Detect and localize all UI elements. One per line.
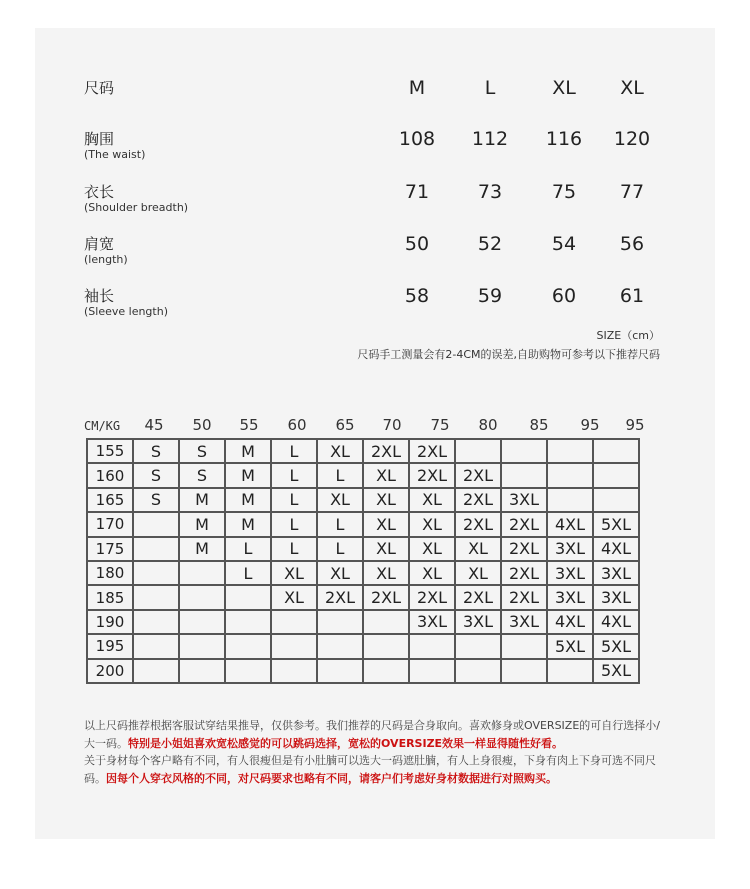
size-cell: 3XL	[547, 537, 593, 561]
table-row	[87, 634, 639, 658]
size-cell: L	[317, 537, 363, 561]
table-row	[87, 585, 639, 609]
size-cell: 2XL	[409, 439, 455, 463]
size-cell	[363, 659, 409, 683]
size-cell: S	[179, 463, 225, 487]
size-cell: 5XL	[593, 512, 639, 536]
size-cell: 3XL	[455, 610, 501, 634]
size-xl-header: XL	[552, 77, 576, 99]
size-cell: 2XL	[317, 585, 363, 609]
spec-label: 肩宽	[84, 235, 115, 253]
size-cell: S	[133, 463, 179, 487]
size-cell: XL	[363, 561, 409, 585]
note-text: 关于身材每个客户略有不同，有人很瘦但是有小肚腩可以选大一码遮肚腩，有人上身很瘦，下身有肉上下身可选不同尺码。	[84, 754, 656, 785]
height-cell: 185	[87, 585, 133, 609]
spec-value: 71	[404, 181, 430, 203]
weight-header: 95	[625, 416, 645, 434]
size-cell: XL	[409, 488, 455, 512]
table-row	[87, 488, 639, 512]
size-cell: M	[179, 537, 225, 561]
size-cell: 2XL	[501, 561, 547, 585]
size-cell	[547, 463, 593, 487]
size-cell	[271, 659, 317, 683]
size-cell	[455, 634, 501, 658]
height-cell: 170	[87, 512, 133, 536]
spec-header-label: 尺码	[84, 79, 115, 97]
size-cell: 3XL	[593, 561, 639, 585]
height-cell: 190	[87, 610, 133, 634]
unit-note: SIZE（cm）	[596, 329, 660, 342]
size-cell	[179, 659, 225, 683]
spec-value: 59	[477, 285, 503, 307]
size-cell	[501, 659, 547, 683]
size-cell	[547, 439, 593, 463]
measurement-disclaimer: 尺码手工测量会有2-4CM的误差,自助购物可参考以下推荐尺码	[357, 348, 660, 361]
size-cell	[593, 439, 639, 463]
spec-label: 衣长	[84, 183, 115, 201]
size-cell: XL	[409, 561, 455, 585]
size-cell: 2XL	[501, 585, 547, 609]
size-cell: 2XL	[409, 585, 455, 609]
size-cell: XL	[271, 585, 317, 609]
spec-sublabel: (length)	[84, 253, 128, 266]
note-highlight: 因每个人穿衣风格的不同，对尺码要求也略有不同，请客户们考虑好身材数据进行对照购买。	[106, 771, 557, 785]
table-row	[87, 610, 639, 634]
weight-header: 70	[382, 416, 402, 434]
spec-sublabel: (Shoulder breadth)	[84, 201, 189, 214]
size-cell: XL	[363, 463, 409, 487]
size-cell: M	[179, 488, 225, 512]
size-cell: L	[271, 488, 317, 512]
size-cell: XL	[271, 561, 317, 585]
spec-value: 50	[404, 233, 430, 255]
size-cell: 2XL	[455, 488, 501, 512]
size-cell	[225, 585, 271, 609]
size-cell	[133, 585, 179, 609]
size-cell	[317, 634, 363, 658]
weight-header-row	[84, 416, 660, 438]
size-cell: S	[133, 439, 179, 463]
size-cell: 3XL	[501, 610, 547, 634]
size-cell	[133, 610, 179, 634]
height-cell: 155	[87, 439, 133, 463]
size-cell: M	[225, 512, 271, 536]
weight-header: 60	[287, 416, 307, 434]
size-cell	[133, 537, 179, 561]
size-cell: L	[317, 463, 363, 487]
spec-value: 60	[551, 285, 577, 307]
size-cell: L	[225, 561, 271, 585]
size-cell: S	[179, 439, 225, 463]
size-cell: 2XL	[363, 585, 409, 609]
table-row	[87, 439, 639, 463]
size-cell	[225, 659, 271, 683]
size-cell: 4XL	[593, 537, 639, 561]
size-cell	[179, 561, 225, 585]
weight-header: 85	[529, 416, 549, 434]
size-cell: 2XL	[409, 463, 455, 487]
spec-value: 56	[619, 233, 645, 255]
size-cell	[271, 634, 317, 658]
size-m-header: M	[408, 77, 426, 99]
size-cell: M	[225, 488, 271, 512]
size-cell	[363, 610, 409, 634]
size-cell: L	[271, 439, 317, 463]
size-cell	[133, 561, 179, 585]
size-cell: 3XL	[409, 610, 455, 634]
size-cell	[409, 659, 455, 683]
table-row	[87, 512, 639, 536]
note-highlight: 特别是小姐姐喜欢宽松感觉的可以跳码选择，宽松的OVERSIZE效果一样显得随性好看。	[128, 736, 564, 750]
size-cell: 2XL	[501, 537, 547, 561]
size-cell: M	[225, 439, 271, 463]
size-cell	[317, 659, 363, 683]
size-xl2-header: XL	[620, 77, 644, 99]
weight-header: 65	[335, 416, 355, 434]
spec-sublabel: (The waist)	[84, 148, 146, 161]
weight-header: 45	[144, 416, 164, 434]
table-row	[87, 463, 639, 487]
size-cell: 2XL	[363, 439, 409, 463]
spec-value: 112	[471, 128, 509, 150]
size-cell	[455, 439, 501, 463]
height-cell: 165	[87, 488, 133, 512]
size-cell	[593, 488, 639, 512]
size-cell: S	[133, 488, 179, 512]
size-cell: XL	[409, 512, 455, 536]
size-cell	[455, 659, 501, 683]
size-cell: XL	[317, 561, 363, 585]
weight-header: 75	[430, 416, 450, 434]
spec-label: 胸围	[84, 130, 115, 148]
note-text: 以上尺码推荐根据客服试穿结果推导，仅供参考。我们推荐的尺码是合身取向。喜欢修身或OVERSIZE的可自行选择小/大一码。	[84, 719, 660, 750]
weight-header: 95	[580, 416, 600, 434]
size-cell	[133, 634, 179, 658]
size-cell	[133, 512, 179, 536]
size-cell: 5XL	[547, 634, 593, 658]
size-cell	[501, 634, 547, 658]
corner-label: CM/KG	[84, 419, 121, 433]
size-cell: XL	[317, 439, 363, 463]
size-cell: XL	[409, 537, 455, 561]
size-cell: XL	[317, 488, 363, 512]
size-cell: L	[317, 512, 363, 536]
size-cell: 3XL	[547, 585, 593, 609]
spec-sublabel: (Sleeve length)	[84, 305, 168, 318]
size-cell: L	[225, 537, 271, 561]
spec-value: 120	[613, 128, 651, 150]
size-cell: 2XL	[501, 512, 547, 536]
size-cell: 2XL	[455, 512, 501, 536]
size-recommendation-table	[86, 438, 640, 684]
size-cell: M	[179, 512, 225, 536]
size-cell: XL	[455, 561, 501, 585]
spec-value: 54	[551, 233, 577, 255]
spec-value: 61	[619, 285, 645, 307]
size-cell	[317, 610, 363, 634]
size-cell: XL	[455, 537, 501, 561]
size-cell	[501, 439, 547, 463]
height-cell: 180	[87, 561, 133, 585]
size-cell: L	[271, 512, 317, 536]
size-cell	[179, 610, 225, 634]
height-cell: 195	[87, 634, 133, 658]
size-cell	[179, 634, 225, 658]
size-cell	[593, 463, 639, 487]
spec-value: 116	[545, 128, 583, 150]
weight-header: 55	[239, 416, 259, 434]
size-cell	[363, 634, 409, 658]
size-cell: 3XL	[501, 488, 547, 512]
size-cell	[271, 610, 317, 634]
size-cell	[501, 463, 547, 487]
size-cell: XL	[363, 512, 409, 536]
size-cell: 3XL	[547, 561, 593, 585]
weight-header: 50	[192, 416, 212, 434]
size-cell: 4XL	[547, 512, 593, 536]
table-row	[87, 537, 639, 561]
size-cell: 5XL	[593, 634, 639, 658]
spec-value: 77	[619, 181, 645, 203]
size-cell	[547, 659, 593, 683]
size-cell: 5XL	[593, 659, 639, 683]
size-cell: XL	[363, 488, 409, 512]
size-cell: 4XL	[593, 610, 639, 634]
size-cell: 4XL	[547, 610, 593, 634]
size-cell: 3XL	[593, 585, 639, 609]
height-cell: 175	[87, 537, 133, 561]
table-row	[87, 659, 639, 683]
size-cell: XL	[363, 537, 409, 561]
size-cell: M	[225, 463, 271, 487]
spec-value: 75	[551, 181, 577, 203]
size-cell	[133, 659, 179, 683]
size-cell	[225, 634, 271, 658]
size-cell	[179, 585, 225, 609]
size-cell	[225, 610, 271, 634]
size-notes	[84, 717, 664, 787]
size-l-header: L	[484, 77, 496, 99]
size-cell: 2XL	[455, 463, 501, 487]
weight-header: 80	[478, 416, 498, 434]
table-row	[87, 561, 639, 585]
height-cell: 200	[87, 659, 133, 683]
size-cell	[547, 488, 593, 512]
spec-value: 52	[477, 233, 503, 255]
size-cell: 2XL	[455, 585, 501, 609]
spec-value: 58	[404, 285, 430, 307]
spec-value: 108	[398, 128, 436, 150]
size-cell: L	[271, 537, 317, 561]
size-cell: L	[271, 463, 317, 487]
spec-label: 袖长	[84, 287, 115, 305]
size-cell	[409, 634, 455, 658]
height-cell: 160	[87, 463, 133, 487]
spec-value: 73	[477, 181, 503, 203]
